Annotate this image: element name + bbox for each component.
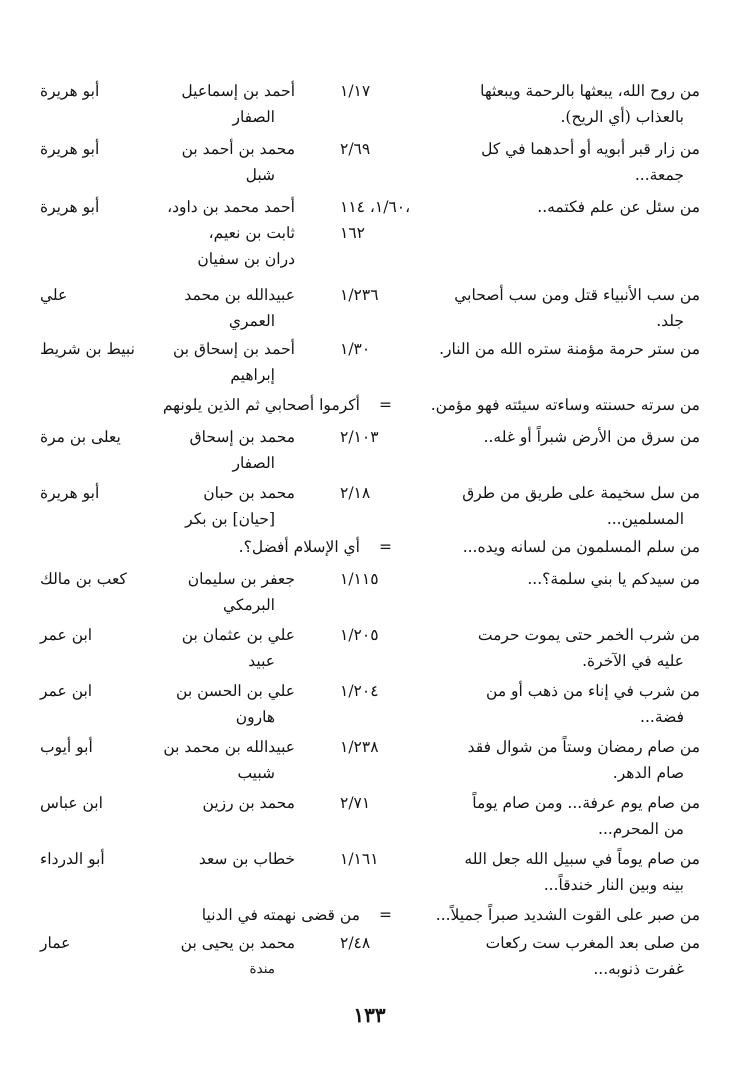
companion: ابن عمر <box>40 626 93 644</box>
index-entry <box>40 78 700 130</box>
volume-page-ref: ١/٢٣٦ <box>340 286 379 304</box>
index-entry <box>40 424 700 476</box>
narrator-cont: عبيد <box>248 652 275 670</box>
index-entry-crossref <box>40 534 700 560</box>
index-entry <box>40 930 700 982</box>
index-entry <box>40 136 700 188</box>
hadith-text: من سلم المسلمون من لسانه ويده... <box>462 538 700 556</box>
hadith-text: من ستر حرمة مؤمنة ستره الله من النار. <box>439 340 700 358</box>
volume-page-ref: ٢/٦٩ <box>340 140 371 158</box>
narrator: محمد بن أحمد بن <box>181 140 295 158</box>
companion: أبو الدرداء <box>40 850 105 868</box>
companion: يعلى بن مرة <box>40 428 121 446</box>
companion: نبيط بن شريط <box>40 340 135 358</box>
narrator: علي بن الحسن بن <box>176 682 295 700</box>
index-entry <box>40 678 700 730</box>
narrator: محمد بن يحيى بن <box>180 934 295 952</box>
volume-page-ref: ١/١١٥ <box>340 570 379 588</box>
hadith-text-cont: عليه في الآخرة. <box>582 652 684 670</box>
index-entry <box>40 282 700 334</box>
hadith-text-cont: بينه وبين النار خندقاً... <box>543 876 684 894</box>
companion: أبو هريرة <box>40 82 100 100</box>
equals-sign: = <box>379 906 392 924</box>
companion: أبو هريرة <box>40 484 100 502</box>
cross-reference: أي الإسلام أفضل؟. <box>238 538 360 556</box>
volume-page-ref: ٢/١٨ <box>340 484 371 502</box>
volume-page-ref: ١/٢٣٨ <box>340 738 379 756</box>
companion: أبو أيوب <box>40 738 93 756</box>
index-entry <box>40 194 700 272</box>
volume-page-ref: ١/٦٠، ١١٤، <box>340 198 411 216</box>
narrator: عبيدالله بن محمد بن <box>163 738 295 756</box>
page-number: ١٣٣ <box>353 1003 386 1027</box>
hadith-text: من صام رمضان وستاً من شوال فقد <box>467 738 700 756</box>
hadith-text-cont: صام الدهر. <box>612 764 684 782</box>
hadith-text-cont: من المحرم... <box>598 820 684 838</box>
companion: عمار <box>40 934 71 952</box>
hadith-text: من صام يوم عرفة... ومن صام يوماً <box>472 794 700 812</box>
narrator: جعفر بن سليمان <box>187 570 295 588</box>
narrator-cont: إبراهيم <box>230 366 275 384</box>
hadith-text: من سئل عن علم فكتمه.. <box>537 198 700 216</box>
hadith-text: من شرب في إناء من ذهب أو من <box>486 682 700 700</box>
narrator-cont: البرمكي <box>222 596 275 614</box>
narrator: عبيدالله بن محمد <box>184 286 295 304</box>
narrator-cont: هارون <box>235 708 275 726</box>
hadith-text: من سب الأنبياء قتل ومن سب أصحابي <box>454 286 700 304</box>
narrator: أحمد محمد بن داود، <box>167 198 295 216</box>
volume-page-ref: ١/٣٠ <box>340 340 371 358</box>
narrator: محمد بن حبان <box>203 484 295 502</box>
volume-page-ref: ٢/٧١ <box>340 794 371 812</box>
index-entry <box>40 846 700 898</box>
hadith-text: من صلى بعد المغرب ست ركعات <box>485 934 700 952</box>
hadith-text-cont: جلد. <box>656 312 684 330</box>
volume-page-ref-cont: ١٦٢ <box>340 224 365 242</box>
index-entry <box>40 480 700 532</box>
volume-page-ref: ١/٢٠٥ <box>340 626 379 644</box>
narrator: أحمد بن إسماعيل <box>181 82 295 100</box>
narrator-cont: الصفار <box>232 454 275 472</box>
companion: ابن عمر <box>40 682 93 700</box>
hadith-text: من سل سخيمة على طريق من طرق <box>462 484 700 502</box>
volume-page-ref: ١/١٦١ <box>340 850 379 868</box>
volume-page-ref: ٢/٤٨ <box>340 934 371 952</box>
narrator-cont: ثابت بن نعيم، <box>208 224 295 242</box>
narrator: خطاب بن سعد <box>198 850 295 868</box>
index-entry-crossref <box>40 902 700 928</box>
hadith-text: من صبر على القوت الشديد صبراً جميلاً... <box>435 906 700 924</box>
narrator: علي بن عثمان بن <box>181 626 295 644</box>
hadith-text-cont: غفرت ذنوبه... <box>593 960 684 978</box>
narrator: أحمد بن إسحاق بن <box>172 340 295 358</box>
narrator-cont: دران بن سفيان <box>197 250 295 268</box>
narrator-cont: مندة <box>249 961 275 977</box>
hadith-text: من سرق من الأرض شبراً أو غله.. <box>483 428 700 446</box>
index-entry <box>40 790 700 842</box>
hadith-text-cont: فضة... <box>640 708 684 726</box>
narrator: محمد بن رزين <box>202 794 295 812</box>
hadith-text: من سيدكم يا بني سلمة؟... <box>527 570 700 588</box>
hadith-text-cont: المسلمين... <box>606 510 684 528</box>
narrator-cont: شبيب <box>237 764 275 782</box>
equals-sign: = <box>379 396 392 414</box>
companion: علي <box>40 286 68 304</box>
index-entry-crossref <box>40 392 700 418</box>
index-entry <box>40 622 700 674</box>
narrator-cont: الصفار <box>232 108 275 126</box>
cross-reference: من قضى نهمته في الدنيا <box>201 906 360 924</box>
hadith-text: من صام يوماً في سبيل الله جعل الله <box>464 850 700 868</box>
hadith-text: من روح الله، يبعثها بالرحمة ويبعثها <box>480 82 700 100</box>
hadith-text: من شرب الخمر حتى يموت حرمت <box>477 626 700 644</box>
companion: أبو هريرة <box>40 198 100 216</box>
equals-sign: = <box>379 538 392 556</box>
narrator-cont: [حيان] بن بكر <box>185 510 275 528</box>
index-entry <box>40 336 700 388</box>
hadith-text: من سرته حسنته وساءته سيئته فهو مؤمن. <box>430 396 700 414</box>
cross-reference: أكرموا أصحابي ثم الذين يلونهم <box>162 396 360 414</box>
hadith-text-cont: بالعذاب (أي الريح). <box>560 108 684 126</box>
index-entry <box>40 566 700 618</box>
companion: أبو هريرة <box>40 140 100 158</box>
narrator-cont: شبل <box>245 166 275 184</box>
narrator: محمد بن إسحاق <box>189 428 295 446</box>
index-entry <box>40 734 700 786</box>
volume-page-ref: ١/١٧ <box>340 82 371 100</box>
narrator-cont: العمري <box>228 312 275 330</box>
companion: كعب بن مالك <box>40 570 127 588</box>
volume-page-ref: ٢/١٠٣ <box>340 428 379 446</box>
companion: ابن عباس <box>40 794 103 812</box>
hadith-text-cont: جمعة... <box>634 166 684 184</box>
hadith-text: من زار قبر أبويه أو أحدهما في كل <box>481 140 700 158</box>
volume-page-ref: ١/٢٠٤ <box>340 682 379 700</box>
